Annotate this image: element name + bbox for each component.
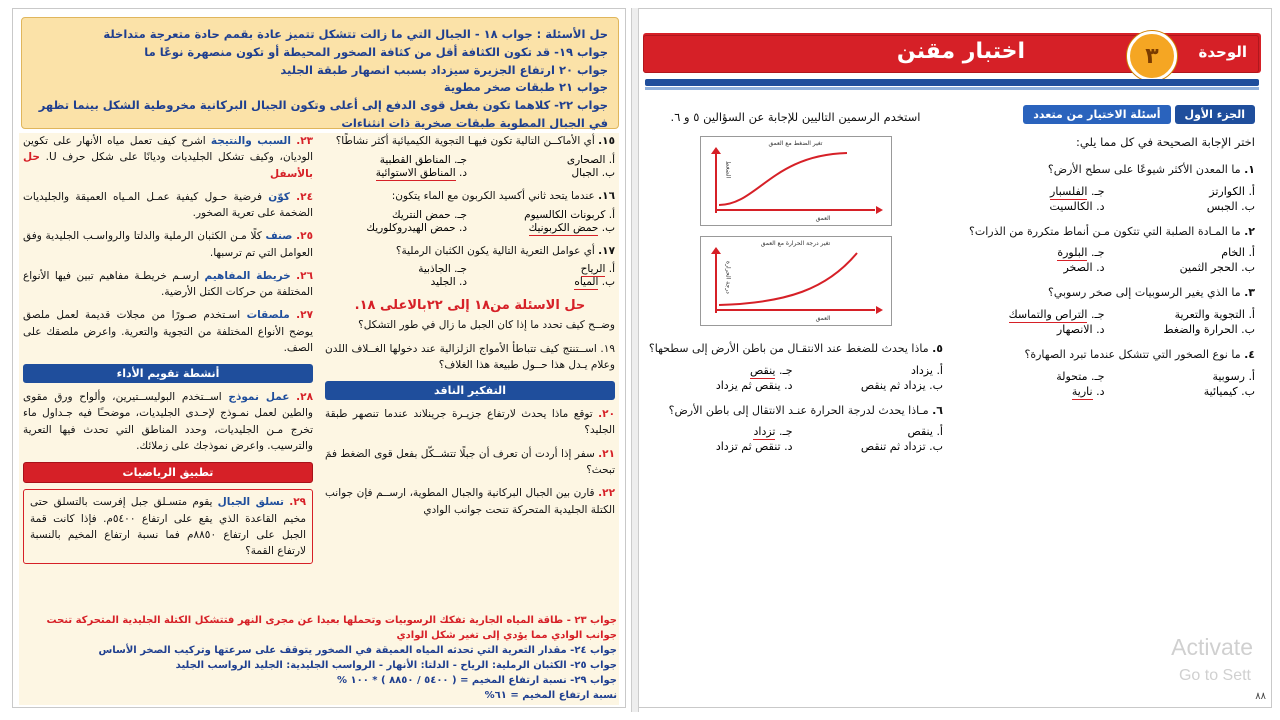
options-grid bbox=[325, 154, 615, 179]
option: ب. الحرارة والضغط bbox=[1163, 323, 1255, 337]
question-number: ١. bbox=[1244, 163, 1255, 177]
answer-line: جواب ٢٠ ارتفاع الجزيرة سيزداد بسبب انصهار طبقة الجليد bbox=[280, 62, 608, 77]
activation-watermark-line2: Go to Sett bbox=[1178, 667, 1251, 684]
x-axis-label: العمق bbox=[815, 315, 831, 323]
list-item: ٢٧. ملصقات اسـتخدم صـورًا من مجلات قديمة لعمل ملصق يوضح الأنواع المختلفة من التجوية والتعرية. واعرض ملصقك على الصف. bbox=[23, 309, 313, 354]
x-axis bbox=[715, 309, 875, 311]
mcq-pill: أسئلة الاختيار من متعدد bbox=[1023, 105, 1170, 124]
paragraph: وضــح كيف تحدد ما إذا كان الجبل ما زال في طور التشكل؟ bbox=[358, 319, 615, 332]
options-grid bbox=[960, 308, 1255, 336]
option: جـ. متحولة bbox=[1056, 369, 1105, 383]
option: أ. يزداد bbox=[910, 363, 943, 377]
list-item: ٢٩. تسلق الجبال يقوم متسـلق جبل إفرست بالتسلق حتى مخيم القاعدة الذي يقع على ارتفاع ٥٤٠٠م. فإذا كانت قمة الجبل على ارتفاع ٨٨٥٠م فما نسبة ارتفاع المخيم بالنسبة لارتفاع القمة؟ bbox=[30, 496, 307, 558]
options-grid bbox=[648, 425, 943, 453]
list-item: ٢٥. صنف كلًا مـن الكثبان الرملية والدلتا والرواسـب الجليدية وفق العوامل التي تم ترسبها. bbox=[23, 230, 313, 259]
question-number: ٢. bbox=[1244, 224, 1255, 238]
list-item: ٢٣. السبب والنتيجة اشرح كيف تعمل مياه الأنهار على تكوين الوديان، وكيف تشكل الجليديات وديانًا على شكل حرف U. حل بالأسفل bbox=[23, 135, 314, 180]
math-application-heading: تطبيق الرياضيات bbox=[23, 462, 313, 483]
option: د. المناطق الاستوائية bbox=[375, 166, 467, 179]
answer-line: حل الأسئلة : جواب ١٨ - الجبال التي ما زالت تتشكل تتميز عادة بقمم حادة متعرجة متداخلة bbox=[103, 27, 608, 41]
y-axis-label: درجة الحرارة bbox=[724, 261, 732, 295]
answer-line: جواب ٢٩- نسبة ارتفاع المخيم = ( ٥٤٠٠ / ٨٨٥٠ ) * ١٠٠ % bbox=[336, 675, 617, 686]
part-one-pill: الجزء الأول bbox=[1175, 105, 1255, 124]
question-item bbox=[960, 346, 1255, 398]
right-page bbox=[632, 8, 1272, 708]
option: جـ. البلورة bbox=[1057, 246, 1105, 260]
axis-arrow-right-icon bbox=[876, 306, 883, 314]
answer-line: نسبة ارتفاع المخيم = ٦١% bbox=[484, 690, 617, 701]
question-item bbox=[648, 340, 943, 392]
question-item bbox=[960, 223, 1255, 275]
question-text: ما نوع الصخور التي تتشكل عندما تبرد الصهارة؟ bbox=[1024, 348, 1241, 362]
option: د. تنقص ثم تزداد bbox=[715, 440, 793, 454]
option: جـ. المناطق القطبية bbox=[379, 153, 467, 166]
figure-caption: تغير الضغط مع العمق bbox=[768, 140, 823, 148]
option: أ. الكوارتز bbox=[1209, 184, 1255, 198]
option: ب. يزداد ثم ينقص bbox=[860, 378, 943, 392]
question-text: ما الذي يغير الرسوبيات إلى صخر رسوبي؟ bbox=[1047, 286, 1241, 300]
question-item bbox=[960, 161, 1255, 213]
question-text: مـاذا يحدث لدرجة الحرارة عنـد الانتقال إلى باطن الأرض؟ bbox=[668, 403, 929, 417]
x-axis-label: العمق bbox=[815, 215, 831, 223]
axis-arrow-right-icon bbox=[876, 206, 883, 214]
option: د. الانصهار bbox=[1056, 323, 1105, 337]
option: د. نارية bbox=[1071, 384, 1105, 398]
figure-temperature-vs-depth bbox=[700, 236, 892, 326]
critical-thinking-heading: التفكير الناقد bbox=[325, 381, 615, 400]
y-axis-label: الضغط bbox=[724, 161, 732, 179]
book-spine bbox=[631, 8, 639, 712]
option: جـ. تزداد bbox=[753, 425, 793, 439]
option: جـ. الفلسبار bbox=[1050, 184, 1105, 198]
options-grid bbox=[325, 263, 615, 288]
answer-line: جواب ٢٣ - طاقة المياه الجارية تفكك الرسوبيات وتحملها بعيدا عن مجرى النهر فتتشكل الكتلة الجليدية المتحركة تنحت جوانب الوادي مما يؤدي إلى تغير شكل الوادي bbox=[46, 615, 617, 641]
figures-instruction: استخدم الرسمين التاليين للإجابة عن السؤالين ٥ و ٦. bbox=[670, 110, 921, 124]
option: ب. حمض الكربونيك bbox=[528, 221, 615, 234]
unit-number-badge: ٣ bbox=[1127, 31, 1177, 81]
question-text: ماذا يحدث للضغط عند الانتقـال من باطن الأرض إلى سطحها؟ bbox=[648, 342, 929, 356]
option: جـ. الجاذبية bbox=[418, 263, 467, 276]
options-grid bbox=[960, 185, 1255, 213]
page-number: ٨٨ bbox=[1255, 691, 1266, 702]
option: ب. الجبس bbox=[1206, 199, 1255, 213]
question-item: ١٦. عندما يتحد ثاني أكسيد الكربون مع الماء يتكون: bbox=[391, 189, 615, 202]
list-item: ٢٤. كوّن فرضية حـول كيفية عمـل المـياه العميقة والجليديات الضخمة على تعرية الصخور. bbox=[23, 190, 313, 220]
left-page bbox=[12, 8, 626, 708]
paragraph: ١٩. اســتنتج كيف تتباطأ الأمواج الزلزالية عند دخولها الغــلاف اللدن وعلام يـدل هذا حــول طبيعة هذا الغلاف؟ bbox=[325, 342, 615, 371]
performance-activities-heading: أنشطة تقويم الأداء bbox=[23, 364, 313, 383]
x-axis bbox=[715, 209, 875, 211]
option: أ. التجوية والتعرية bbox=[1174, 308, 1255, 322]
page-title: اختبار مقنن bbox=[896, 39, 1026, 64]
mcq-instruction: اختر الإجابة الصحيحة في كل مما يلي: bbox=[1076, 135, 1255, 149]
option: أ. الخام bbox=[1221, 246, 1255, 260]
option: جـ. ينقص bbox=[750, 363, 793, 377]
answer-line: جواب ١٩- قد تكون الكثافة أقل من كثافة الصخور المحيطة أو تكون منصهرة نوعًا ما bbox=[144, 44, 608, 59]
option: جـ. التراص والتماسك bbox=[1008, 308, 1105, 322]
list-item: ٢٨. عمل نموذج اســتخدم البوليســتيرين، وألواح ورق مقوى والطين لعمل نمـوذج لإحـدى الجليديات، موضحـًا فيه جـداول ماء تخرج مـن الجليديات، وحدد المناطق التي تحدث فيها التعرية والترسيب. واعرض نموذجك على زملائك. bbox=[23, 391, 313, 452]
header-rule-light bbox=[645, 87, 1259, 90]
curve-s-shape bbox=[717, 149, 877, 209]
unit-label: الوحدة bbox=[1198, 43, 1247, 61]
options-grid bbox=[648, 364, 943, 392]
question-item bbox=[648, 402, 943, 454]
question-number: ٣. bbox=[1244, 286, 1255, 300]
option: ب. المياه bbox=[574, 276, 615, 289]
option: د. الجليد bbox=[430, 276, 467, 289]
option: جـ. حمض النتريك bbox=[391, 208, 467, 221]
question-number: ٤. bbox=[1244, 348, 1255, 362]
question-text: ما المـادة الصلبة التي تتكون مـن أنماط متكررة من الذرات؟ bbox=[969, 224, 1241, 238]
options-grid bbox=[960, 246, 1255, 274]
answer-line: جواب ٢٤- مقدار التعرية التي تحدثه المياه العميقة في الصخور يتوقف على سرعتها وتركيب الصخر الأساس bbox=[98, 645, 617, 656]
option: ب. الجبال bbox=[571, 166, 615, 179]
list-item: ٢٢. قارن بين الجبال البركانية والجبال المطوية، ارســم فإن جوانب الكتلة الجليدية المتحركة تنحت جوانب الوادي bbox=[325, 487, 615, 516]
right-page-column-b bbox=[648, 105, 943, 695]
list-item: ٢٦. خريطة المفاهيم ارسـم خريطـة مفاهيم تبين فيها الأنواع المختلفة من حركات الكتل الأرضية. bbox=[23, 269, 313, 299]
answer-highlight-box bbox=[21, 17, 619, 129]
option: د. الكالسيت bbox=[1049, 199, 1105, 213]
options-grid bbox=[325, 209, 615, 234]
right-page-body bbox=[641, 105, 1261, 695]
option: د. ينقص ثم يزداد bbox=[715, 378, 793, 392]
question-number: ٦. bbox=[932, 403, 943, 417]
activation-watermark-line1: Activate bbox=[1171, 634, 1253, 660]
answer-line: جواب ٢١ طبقات صخر مطوية bbox=[443, 80, 608, 95]
option: ب. كيميائية bbox=[1203, 384, 1255, 398]
option: أ. ينقص bbox=[907, 425, 943, 439]
spread bbox=[8, 8, 1272, 712]
footer-answers bbox=[19, 613, 617, 703]
answer-line: جواب ٢٢- كلاهما تكون بفعل قوى الدفع إلى أعلى وتكون الجبال البركانية مخروطية الشكل بينما تظهر في الجبال المطوية طبقات صخرية ذات انثناءات bbox=[38, 98, 608, 131]
option: د. حمض الهيدروكلوريك bbox=[366, 221, 467, 234]
option: أ. رسوبية bbox=[1212, 369, 1255, 383]
right-page-column-a bbox=[960, 105, 1255, 695]
question-text: ما المعدن الأكثر شيوعًا على سطح الأرض؟ bbox=[1047, 163, 1241, 177]
curve-exponential bbox=[717, 249, 877, 309]
header-rule bbox=[645, 79, 1259, 86]
part-pills bbox=[960, 105, 1255, 124]
option: ب. الحجر الثمين bbox=[1179, 261, 1255, 275]
unit-header bbox=[643, 33, 1261, 77]
option: أ. الرياح bbox=[580, 263, 615, 276]
option: أ. الصحارى bbox=[566, 153, 615, 166]
list-item: ٢١. سفر إذا أردت أن تعرف أن جبلًا تتشــكّل بفعل قوى الضغط فمَ تبحث؟ bbox=[325, 447, 615, 476]
figure-pressure-vs-depth bbox=[700, 136, 892, 226]
option: ب. تزداد ثم تنقص bbox=[860, 440, 943, 454]
list-item: ٢٠. توقع ماذا يحدث لارتفاع جزيـرة جرينلاند عندما تنصهر طبقة الجليد؟ bbox=[325, 408, 615, 437]
question-item: ١٧. أي عوامل التعرية التالية يكون الكثبان الرملية؟ bbox=[395, 244, 615, 257]
option: د. الصخر bbox=[1063, 261, 1105, 275]
math-problem-box bbox=[23, 489, 313, 564]
question-number: ٥. bbox=[932, 342, 943, 356]
question-item bbox=[960, 284, 1255, 336]
option: أ. كربونات الكالسيوم bbox=[524, 208, 615, 221]
question-item: ١٥. أي الأماكــن التالية تكون فيهـا التجوية الكيميائية أكثر نشاطًا؟ bbox=[335, 135, 615, 147]
answer-line: جواب ٢٥- الكثبان الرملية: الرياح - الدلتا: الأنهار - الرواسب الجليدية: الجليد الرواسب الجليد bbox=[175, 660, 617, 671]
answers-range-heading: حل الاسئلة من١٨ إلى ٢٢بالاعلى ١٨. bbox=[354, 298, 586, 314]
options-grid bbox=[960, 370, 1255, 398]
figure-caption: تغير درجة الحرارة مع العمق bbox=[760, 240, 831, 248]
